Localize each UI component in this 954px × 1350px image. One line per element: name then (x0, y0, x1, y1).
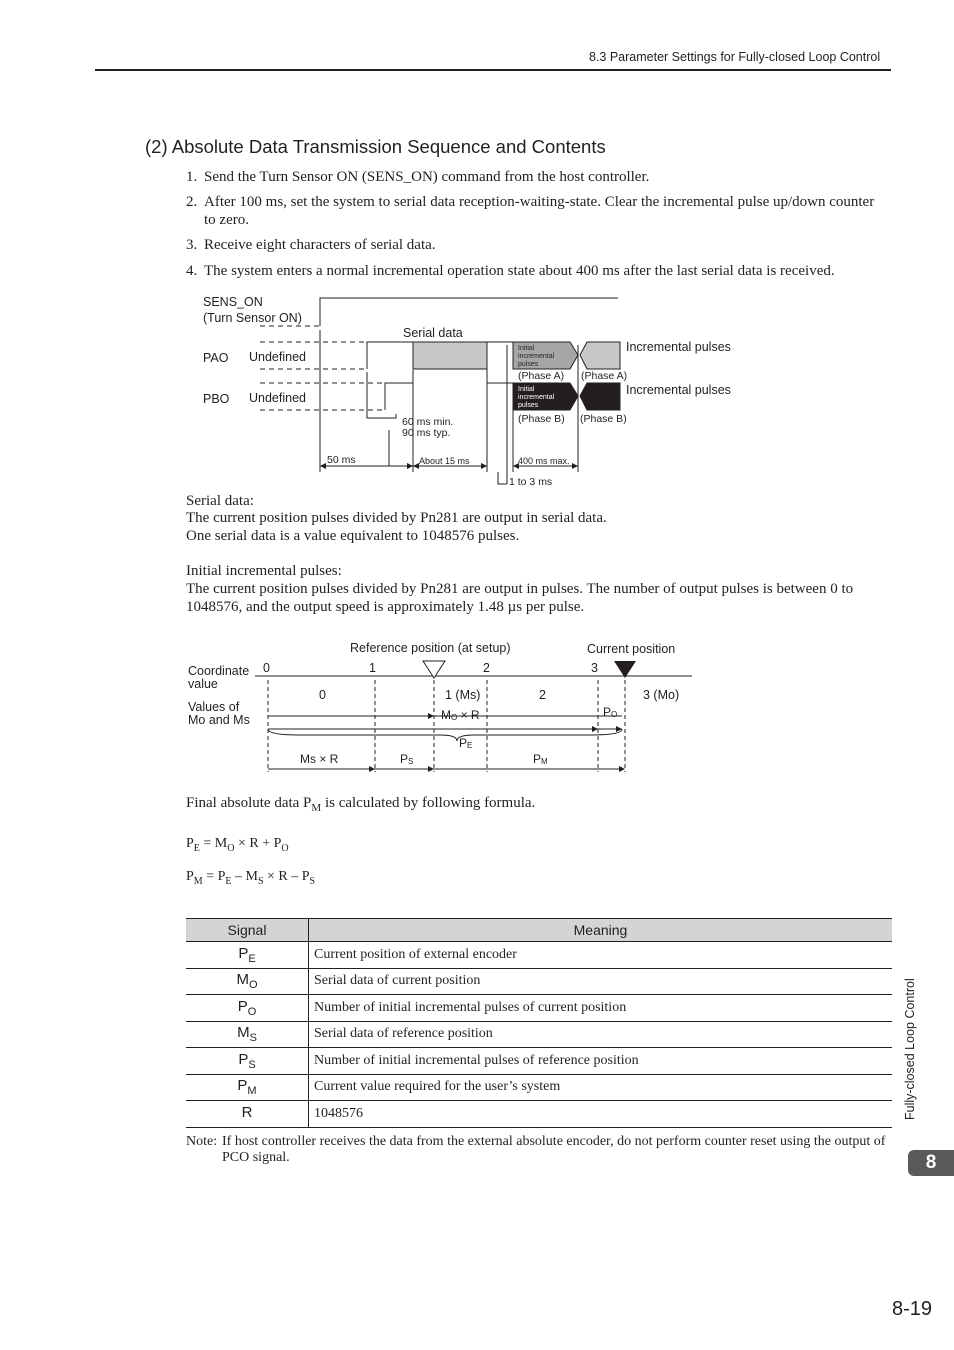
step-number: 3. (186, 237, 198, 253)
pbo-incremental-label: Incremental pulses (626, 383, 731, 397)
column-header-signal: Signal (186, 919, 309, 942)
coord-tick-0: 0 (263, 661, 270, 675)
signal-cell: $P_O$ (186, 995, 309, 1022)
typ-90-label: 90 ms typ. (402, 427, 451, 439)
meaning-cell: Serial data of reference position (309, 1021, 893, 1048)
note (186, 1134, 891, 1166)
sens-on-sublabel: (Turn Sensor ON) (203, 311, 302, 325)
pbo-label: PBO (203, 392, 230, 406)
current-position-label: Current position (587, 642, 676, 656)
serial-data-label: Serial data (403, 326, 463, 340)
pao-initial-label-1: Initial (518, 345, 535, 352)
meaning-cell: 1048576 (309, 1101, 893, 1128)
meaning-cell: Number of initial incremental pulses of current position (309, 995, 893, 1022)
value-ms: 1 (Ms) (445, 688, 481, 702)
ms-times-r-label: Ms × R (300, 752, 339, 766)
column-header-meaning: Meaning (309, 919, 893, 942)
one-to-three-label: 1 to 3 ms (509, 476, 553, 488)
coord-tick-2: 2 (483, 661, 490, 675)
signal-cell: $M_S$ (186, 1021, 309, 1048)
table-row (186, 995, 892, 1022)
pe-label: PE (459, 736, 473, 750)
ps-label: PS (400, 752, 414, 766)
value-mo: 3 (Mo) (643, 688, 680, 702)
mo-times-r-label: MO × R (441, 708, 480, 722)
table-header-row (186, 919, 892, 942)
pao-initial-label-2: incremental (518, 353, 555, 360)
signal-cell: $P_S$ (186, 1048, 309, 1075)
min-60-label: 60 ms min. (402, 416, 454, 428)
meaning-cell: Current position of external encoder (309, 942, 893, 969)
position-diagram (0, 630, 954, 780)
step-text: Receive eight characters of serial data. (204, 237, 436, 253)
initial-pulses-heading: Initial incremental pulses: (186, 563, 342, 579)
table-row (186, 1021, 892, 1048)
pm-label: PM (533, 752, 548, 766)
table-row (186, 968, 892, 995)
pbo-undefined-label: Undefined (249, 391, 306, 405)
reference-position-label: Reference position (at setup) (350, 641, 511, 655)
serial-data-heading: Serial data: (186, 493, 254, 509)
phase-a-label-1: (Phase A) (518, 370, 565, 382)
initial-pulses-body: The current position pulses divided by Pn281 are output in pulses. The number of output pulses is between 0 to 1048576, and the output speed is approximately 1.48 µs per pulse. (186, 581, 854, 615)
pbo-initial-label-3: pulses (518, 402, 539, 409)
signal-cell: $P_E$ (186, 942, 309, 969)
coordinate-sublabel: value (188, 677, 218, 691)
step-text: The system enters a normal incremental operation state about 400 ms after the last serial data is received. (204, 263, 835, 279)
note-label: Note: (186, 1134, 218, 1149)
value-0: 0 (319, 688, 326, 702)
step-number: 2. (186, 194, 198, 210)
pbo-initial-label-2: incremental (518, 394, 555, 401)
serial-data-line-2: One serial data is a value equivalent to 1048576 pulses. (186, 528, 520, 544)
step-text: After 100 ms, set the system to serial data reception-waiting-state. Clear the incremental pulse up/down counter to zero. (204, 194, 875, 228)
pao-incremental-label: Incremental pulses (626, 340, 731, 354)
ms-50-label: 50 ms (327, 454, 356, 466)
meaning-cell: Number of initial incremental pulses of reference position (309, 1048, 893, 1075)
table-row (186, 1048, 892, 1075)
timing-diagram (0, 0, 954, 500)
signal-cell: R (186, 1101, 309, 1128)
meaning-cell: Serial data of current position (309, 968, 893, 995)
serial-data-line-1: The current position pulses divided by Pn281 are output in serial data. (186, 510, 607, 526)
section-title: (2) Absolute Data Transmission Sequence and Contents (145, 136, 606, 157)
about-15-label: About 15 ms (419, 456, 470, 466)
po-label: PO (603, 705, 618, 719)
meaning-cell: Current value required for the user’s system (309, 1074, 893, 1101)
step-number: 4. (186, 263, 198, 279)
signal-cell: $M_O$ (186, 968, 309, 995)
value-2: 2 (539, 688, 546, 702)
step-number: 1. (186, 169, 198, 185)
phase-b-label-1: (Phase B) (518, 413, 565, 425)
max-400-label: 400 ms max. (518, 456, 570, 466)
phase-a-label-2: (Phase A) (581, 370, 628, 382)
pao-initial-label-3: pulses (518, 361, 539, 368)
signal-table (186, 918, 892, 1128)
reference-position-marker (423, 661, 445, 678)
chapter-side-title: Fully-closed Loop Control (903, 978, 917, 1120)
table-row (186, 942, 892, 969)
step-text: Send the Turn Sensor ON (SENS_ON) command from the host controller. (204, 169, 650, 185)
phase-b-label-2: (Phase B) (580, 413, 627, 425)
formula-pe: $P_E = M_O \times R + P_O$ (186, 836, 289, 854)
formula-pm: $P_M = P_E - M_S \times R - P_S$ (186, 869, 316, 887)
coordinate-label: Coordinate (188, 664, 250, 678)
values-label: Values of (188, 700, 240, 714)
coord-tick-1: 1 (369, 661, 376, 675)
note-body: If host controller receives the data from the external absolute encoder, do not perform counter reset using the output of PCO signal. (222, 1134, 886, 1165)
values-sublabel: Mo and Ms (188, 713, 250, 727)
pao-label: PAO (203, 351, 229, 365)
pbo-initial-label-1: Initial (518, 386, 535, 393)
coord-tick-3: 3 (591, 661, 598, 675)
table-row (186, 1101, 892, 1128)
table-row (186, 1074, 892, 1101)
chapter-tab: 8 (908, 1150, 954, 1176)
running-head: 8.3 Parameter Settings for Fully-closed Loop Control (589, 50, 881, 64)
formula-intro: Final absolute data $P_M$ is calculated by following formula. (186, 795, 536, 814)
page-number: 8-19 (892, 1298, 933, 1320)
signal-cell: $P_M$ (186, 1074, 309, 1101)
sens-on-label: SENS_ON (203, 295, 263, 309)
pao-undefined-label: Undefined (249, 350, 306, 364)
